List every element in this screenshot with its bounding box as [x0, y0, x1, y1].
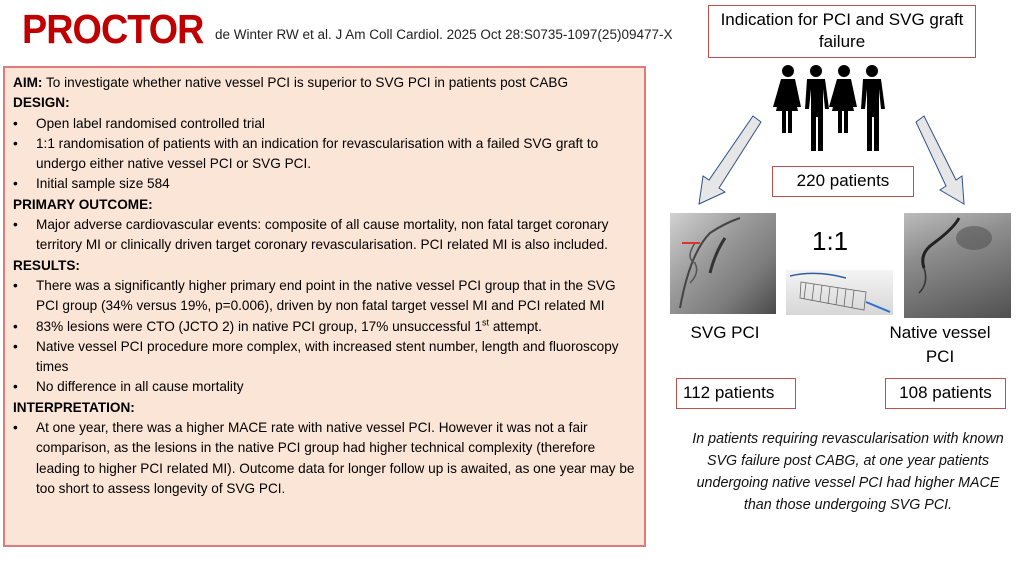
aim-label: AIM:	[13, 75, 43, 90]
list-item: • Major adverse cardiovascular events: composite of all cause mortality, non fatal target coronary territory MI or clinically driven target coronary revascularisation. PCI related MI is also included.	[13, 215, 636, 256]
list-item: • 1:1 randomisation of patients with an indication for revascularisation with a failed SVG graft to undergo either native vessel PCI or SVG PCI.	[13, 134, 636, 175]
trial-title: PROCTOR	[22, 6, 204, 52]
results-heading: RESULTS:	[13, 257, 80, 273]
summary-panel	[3, 66, 646, 547]
native-patients-box: 108 patients	[885, 378, 1006, 409]
primary-outcome-heading: PRIMARY OUTCOME:	[13, 196, 153, 212]
svg-pci-label: SVG PCI	[690, 323, 760, 342]
arrow-down-left-icon	[693, 112, 763, 208]
randomisation-ratio: 1:1	[812, 226, 849, 256]
ordinal-sup: st	[482, 317, 490, 328]
patients-group-icon	[772, 64, 896, 154]
cto-suffix: attempt.	[489, 318, 542, 334]
total-patients-box: 220 patients	[772, 166, 914, 197]
svg-patients-box: 112 patients	[676, 378, 796, 409]
aim-text: To investigate whether native vessel PCI is superior to SVG PCI in patients post CABG	[42, 75, 569, 90]
cto-text: 83% lesions were CTO (JCTO 2) in native PCI group, 17% unsuccessful 1	[36, 318, 483, 334]
stent-image	[786, 270, 893, 315]
interpretation-list	[13, 418, 636, 499]
list-item: • Open label randomised controlled trial	[13, 114, 636, 134]
list-item: • There was a significantly higher primary end point in the native vessel PCI group that in the SVG PCI group (34% versus 19%, p=0.006), driven by non fatal target vessel MI and PCI related MI	[13, 276, 636, 317]
list-item	[13, 317, 636, 337]
primary-outcome-list	[13, 215, 636, 256]
native-angiogram-image	[904, 213, 1011, 318]
list-item: • Initial sample size 584	[13, 174, 636, 194]
svg-angiogram-image	[670, 213, 776, 314]
conclusion-text: In patients requiring revascularisation with known SVG failure post CABG, at one year patients undergoing native vessel PCI had higher MACE than those undergoing SVG PCI.	[692, 431, 1004, 513]
citation: de Winter RW et al. J Am Coll Cardiol. 2025 Oct 28:S0735-1097(25)09477-X	[215, 27, 673, 42]
list-item: • No difference in all cause mortality	[13, 377, 636, 397]
interpretation-heading: INTERPRETATION:	[13, 399, 135, 415]
native-pci-label: Native vessel PCI	[889, 323, 991, 366]
design-heading: DESIGN:	[13, 95, 70, 111]
results-list	[13, 276, 636, 398]
list-item: • Native vessel PCI procedure more complex, with increased stent number, length and fluoroscopy times	[13, 337, 636, 378]
list-item: • At one year, there was a higher MACE rate with native vessel PCI. However it was not a fair comparison, as the lesions in the native PCI group had higher technical complexity (therefore leading to higher PCI related MI). Outcome data for longer follow up is awaited, as one year may be too short to assess longevity of SVG PCI.	[13, 418, 636, 499]
arrow-down-right-icon	[912, 112, 972, 208]
aim-line	[13, 73, 636, 93]
indication-box: Indication for PCI and SVG graft failure	[708, 5, 976, 58]
design-list	[13, 114, 636, 195]
